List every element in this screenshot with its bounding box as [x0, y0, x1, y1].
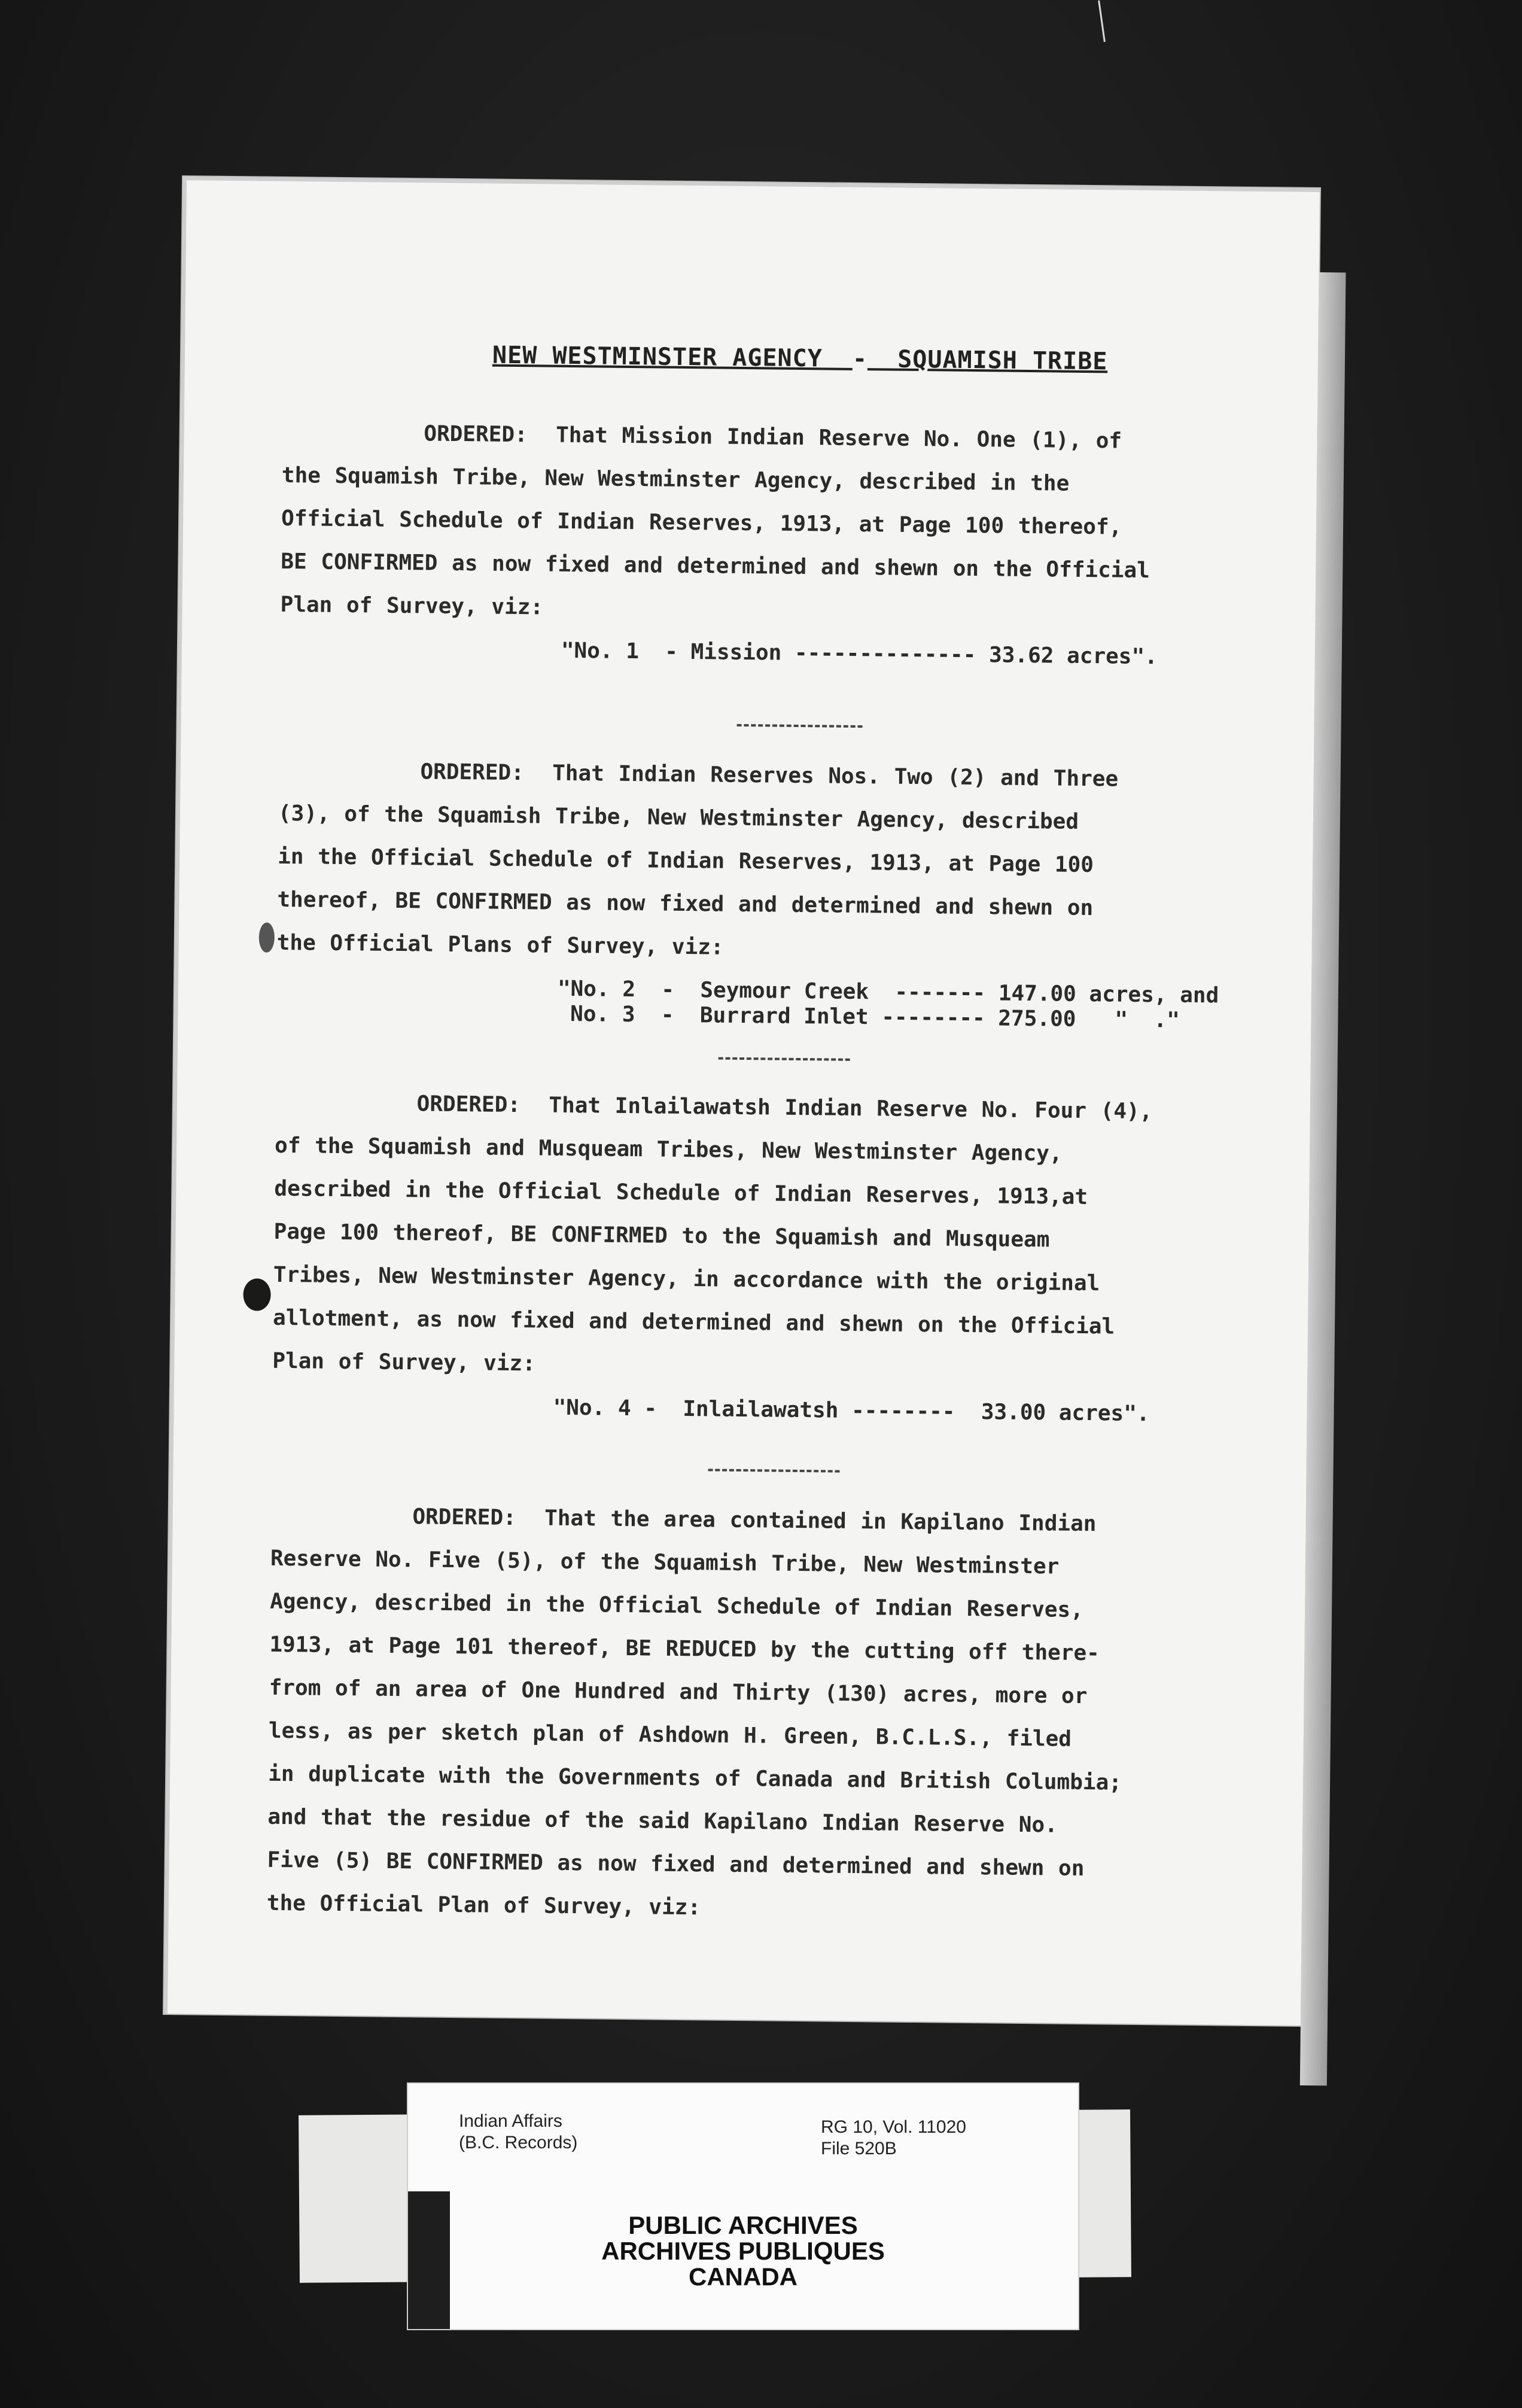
reference-line-1: RG 10, Vol. 11020: [821, 2117, 966, 2137]
separator-1: [737, 724, 863, 728]
title-tribe: SQUAMISH TRIBE: [897, 345, 1108, 376]
order-1-entry: "No. 1 - Mission -------------- 33.62 acres".: [561, 638, 1158, 670]
order-3-entry: "No. 4 - Inlailawatsh -------- 33.00 acres".: [553, 1395, 1150, 1427]
order-2-entry-1: "No. 2 - Seymour Creek ------- 147.00 acres, and: [557, 976, 1219, 1008]
archive-label: [407, 2082, 1079, 2330]
punch-mark-upper: [259, 923, 275, 953]
stamp-line-3: CANADA: [689, 2263, 797, 2291]
punch-hole-lower: [243, 1278, 271, 1311]
typed-page: [164, 177, 1320, 2026]
separator-3: [708, 1468, 840, 1472]
order-2-entry-2: No. 3 - Burrard Inlet -------- 275.00 " .": [557, 1001, 1180, 1033]
separator-2: [719, 1057, 850, 1061]
title-agency: NEW WESTMINSTER AGENCY: [492, 341, 823, 373]
title-separator: -: [852, 345, 868, 373]
stamp-line-2: ARCHIVES PUBLIQUES: [601, 2237, 885, 2265]
order-1-text: ORDERED: That Mission Indian Reserve No. One (1), of the Squamish Tribe, New Westminster Agency, described in the Official Schedule of Indian Reserves, 1913, at Page 100 thereof, BE CONFIRMED as now fixed and determined and shewn on the Official Plan of Survey, viz:: [280, 419, 1150, 620]
order-4-text: ORDERED: That the area contained in Kapilano Indian Reserve No. Five (5), of the Squamish Tribe, New Westminster Agency, described in the Official Schedule of Indian Reserves, 1913, at Page 101 thereof, BE REDUCED by the cutting off there- from of an area of One Hundred and Thirty (130) acres, more or less, as per sketch plan of Ashdown H. Green, B.C.L.S., filed in duplicate with the Governments of Canada and British Columbia; and that the residue of the said Kapilano Indian Reserve No. Five (5) BE CONFIRMED as now fixed and determined and shewn on the Official Plan of Survey, viz:: [266, 1503, 1122, 1920]
order-3-text: ORDERED: That Inlailawatsh Indian Reserve No. Four (4), of the Squamish and Musqueam Tribes, New Westminster Agency, described in the Official Schedule of Indian Reserves, 1913,at Page 100 thereof, BE CONFIRMED to the Squamish and Musqueam Tribes, New Westminster Agency, in accordance with the original allotment, as now fixed and determined and shewn on the Official Plan of Survey, viz:: [272, 1090, 1153, 1376]
collection-line-2: (B.C. Records): [459, 2133, 578, 2152]
reference-line-2: File 520B: [821, 2139, 897, 2158]
collection-line-1: Indian Affairs: [459, 2111, 562, 2131]
stamp-line-1: PUBLIC ARCHIVES: [628, 2211, 858, 2239]
page-title: [492, 342, 1108, 376]
order-2-text: ORDERED: That Indian Reserves Nos. Two (2) and Three (3), of the Squamish Tribe, New Westminster Agency, described in the Official Schedule of Indian Reserves, 1913, at Page 100 thereof, BE CONFIRMED as now fixed and determined and shewn on the Official Plans of Survey, viz:: [276, 758, 1119, 960]
